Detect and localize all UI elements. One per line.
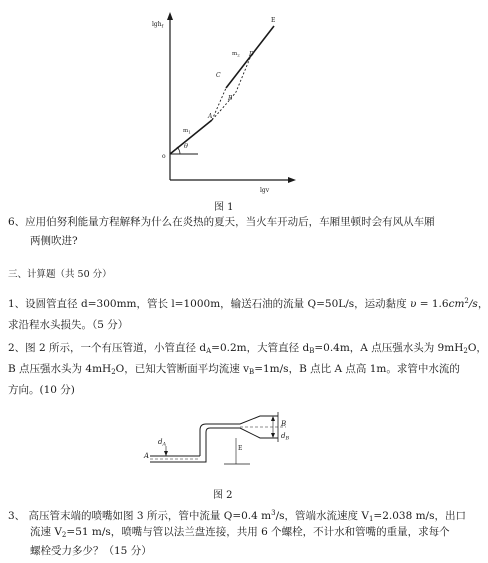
fig1-line-oa	[170, 120, 212, 154]
c1-line1	[8, 294, 488, 311]
c2-l1-subA: A	[206, 347, 212, 355]
fig1-label-o: o	[162, 153, 166, 160]
fig1-label-c: C	[216, 72, 221, 79]
c2-l2-b: O，已知大管断面平均流速 v	[115, 363, 250, 375]
c1-end: ，	[477, 298, 488, 310]
fig1-dashed-abd	[212, 58, 250, 120]
fig2-caption: 图 2	[213, 490, 233, 501]
figure-1	[150, 8, 310, 198]
fig1-label-m1: $m_1$	[183, 128, 191, 135]
fig2-dB-arrow-top	[271, 416, 275, 421]
c2-line2	[8, 362, 460, 379]
fig1-caption: 图 1	[214, 202, 234, 213]
fig1-label-b: B	[228, 95, 233, 102]
fig2-label-B: B	[281, 420, 287, 428]
fig1-x-label: lgv	[260, 187, 270, 194]
c3-l1-c: =2.038 m/s，出口	[373, 510, 466, 522]
c3-l1-sup: 3	[271, 509, 276, 517]
fig1-label-a: A	[208, 113, 213, 120]
fig2-riser-outer	[200, 424, 222, 456]
c3-line3: 螺栓受力多少？（15 分）	[30, 545, 152, 557]
fig1-dashed-acd	[212, 88, 226, 120]
c1-unit-cm: cm	[448, 298, 465, 310]
fig1-y-label: lgh$_f$	[152, 21, 164, 30]
c3-l2-b: =51 m/s，喷嘴与管以法兰盘连接，共用 6 个螺栓，不计水和管嘴的重量，求每个	[66, 526, 450, 538]
c3-l2-a: 流速 V	[30, 526, 62, 538]
c3-l1-sub1: 1	[368, 515, 374, 523]
q6-line1: 6、应用伯努利能量方程解释为什么在炎热的夏天，当火车开动后，车厢里顿时会有风从车厢	[8, 216, 435, 228]
fig1-x-arrow	[288, 177, 296, 183]
fig1-label-m2: $m_2$	[232, 51, 240, 58]
fig2-expansion-bottom	[222, 428, 278, 438]
section-title: 三、计算题（共 50 分）	[8, 269, 112, 280]
fig1-y-arrow	[167, 12, 173, 20]
fig2-dA-arrow	[164, 451, 168, 456]
c1-nu: υ	[410, 298, 417, 310]
c2-line3: 方向。(10 分)	[8, 384, 75, 396]
c1-unit-s: /s	[468, 298, 478, 310]
c2-l2-c: =1m/s，B 点比 A 点高 1m。求管中水流的	[254, 363, 460, 375]
fig2-label-A: A	[144, 452, 150, 460]
fig2-dB-arrow-bot	[271, 433, 275, 438]
c1-unit-sup: 2	[464, 297, 469, 305]
c2-l1-a: 2、图 2 所示，一个有压管道，小管直径 d	[8, 342, 207, 354]
q6-line2: 两侧吹进?	[30, 235, 78, 247]
fig2-label-dB: $d_B$	[281, 432, 290, 442]
c3-l2-sub2: 2	[61, 531, 67, 539]
c2-l1-d: O，	[467, 342, 487, 354]
c2-l1-sub2: 2	[463, 347, 468, 355]
c3-l1-a: 3、 高压管末端的喷嘴如图 3 所示，管中流量 Q=0.4 m	[8, 510, 272, 522]
c1-eq: = 1.6	[416, 298, 449, 310]
c3-l1-b: /s，管端水流速度 V	[275, 510, 369, 522]
c2-l1-subB: B	[309, 347, 315, 355]
c3-line2	[30, 525, 450, 542]
c2-line1	[8, 341, 487, 358]
fig2-label-dA: $d_A$	[158, 438, 167, 448]
c1-text-a: 1、设圆管直径 d=300mm，管长 l=1000m，输送石油的流量 Q=50L/s，运动黏度	[8, 298, 407, 310]
c2-l2-a: B 点压强水头为 4mH	[8, 363, 112, 375]
c2-l1-b: =0.2m，大管直径 d	[211, 342, 310, 354]
figure-2	[140, 404, 315, 474]
c1-line2: 求沿程水头损失。（5 分）	[8, 319, 129, 331]
c2-l2-subB: B	[249, 368, 255, 376]
fig2-expansion-top	[222, 416, 278, 424]
fig2-label-E: E	[238, 445, 243, 452]
fig1-label-d: D	[249, 51, 254, 58]
fig1-label-theta: θ	[184, 142, 188, 150]
c3-line1	[8, 506, 466, 526]
c2-l1-c: =0.4m，A 点压强水头为 9mH	[314, 342, 464, 354]
c2-l2-sub2: 2	[111, 368, 116, 376]
fig1-label-e: E	[271, 17, 276, 24]
